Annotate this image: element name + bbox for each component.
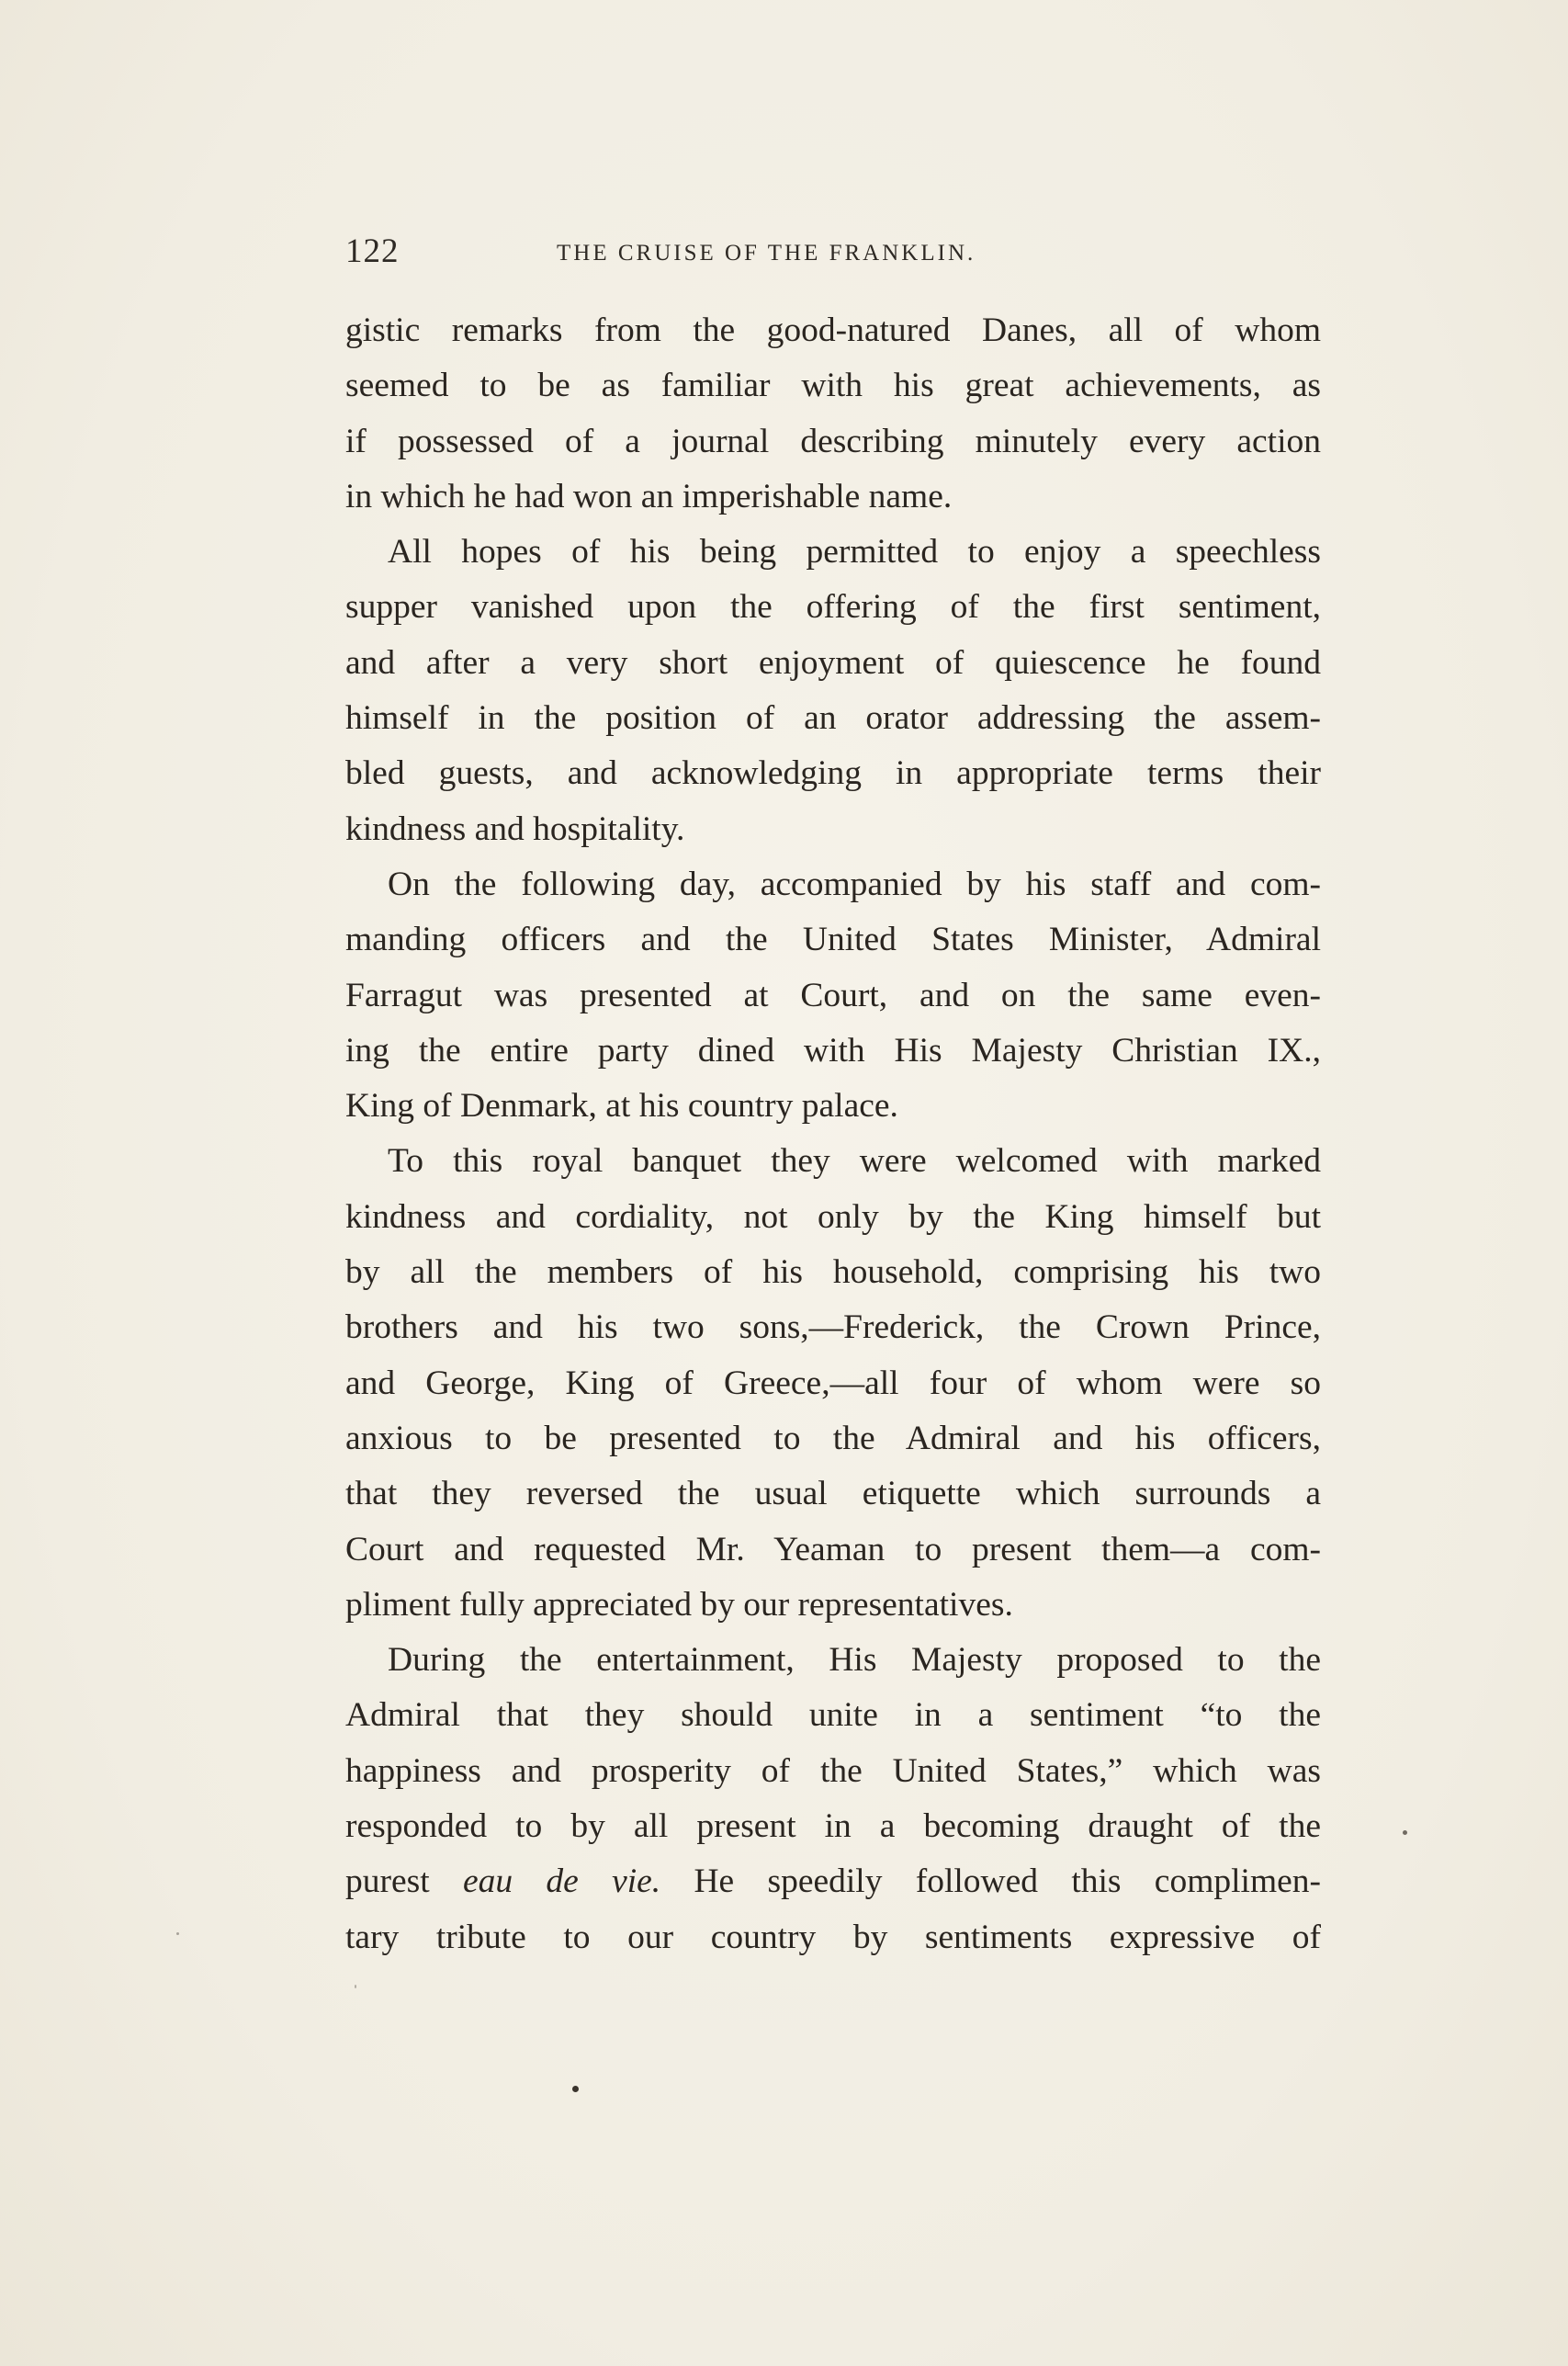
text-span: He speedily followed this complimen- (694, 1862, 1321, 1901)
text-line: manding officers and the United States Minister, Admiral (345, 921, 1321, 959)
italic-phrase: eau de vie. (462, 1862, 661, 1901)
text-line: that they reversed the usual etiquette which surrounds a (345, 1475, 1321, 1513)
paragraph-start-line: On the following day, accompanied by his staff and com- (388, 865, 1321, 903)
text-line: in which he had won an imperishable name. (345, 477, 953, 515)
running-title: THE CRUISE OF THE FRANKLIN. (557, 241, 976, 266)
text-line: bled guests, and acknowledging in appropriate terms their (345, 754, 1321, 793)
text-line: seemed to be as familiar with his great achievements, as (345, 367, 1321, 405)
text-line: Admiral that they should unite in a sentiment “to the (345, 1696, 1321, 1735)
text-line: King of Denmark, at his country palace. (345, 1087, 898, 1126)
text-line: Court and requested Mr. Yeaman to present them—a com- (345, 1530, 1321, 1568)
paragraph-start-line: To this royal banquet they were welcomed with marked (388, 1142, 1321, 1181)
text-line-with-italic (345, 1854, 1321, 1909)
text-line: gistic remarks from the good-natured Danes, all of whom (345, 311, 1321, 349)
text-line: brothers and his two sons,—Frederick, the Crown Prince, (345, 1308, 1321, 1347)
text-line: kindness and cordiality, not only by the King himself but (345, 1197, 1321, 1236)
text-line: and George, King of Greece,—all four of whom were so (345, 1364, 1321, 1402)
text-line: responded to by all present in a becoming draught of the (345, 1807, 1321, 1846)
text-line: ing the entire party dined with His Majesty Christian IX., (345, 1031, 1321, 1070)
text-span: purest (345, 1862, 430, 1901)
ink-speck (1403, 1830, 1407, 1835)
text-line: kindness and hospitality. (345, 809, 685, 848)
text-line: himself in the position of an orator addressing the assem- (345, 699, 1321, 738)
text-line: pliment fully appreciated by our representatives. (345, 1585, 1013, 1624)
text-line: by all the members of his household, comprising his two (345, 1253, 1321, 1292)
ink-speck (572, 2086, 579, 2092)
ink-speck (355, 1985, 356, 1988)
text-line: if possessed of a journal describing minutely every action (345, 422, 1321, 460)
text-line: supper vanished upon the offering of the first sentiment, (345, 588, 1321, 627)
body-text (345, 303, 1321, 1965)
paragraph-start-line: All hopes of his being permitted to enjoy a speechless (388, 533, 1321, 572)
text-line: anxious to be presented to the Admiral and his officers, (345, 1419, 1321, 1457)
text-line: and after a very short enjoyment of quiescence he found (345, 643, 1321, 682)
ink-speck (176, 1932, 179, 1935)
text-line: happiness and prosperity of the United States,” which was (345, 1751, 1321, 1790)
text-line: Farragut was presented at Court, and on the same even- (345, 976, 1321, 1014)
paragraph-start-line: During the entertainment, His Majesty proposed to the (388, 1641, 1321, 1680)
running-head (345, 232, 1319, 277)
text-line: tary tribute to our country by sentiments expressive of (345, 1918, 1321, 1956)
page-number: 122 (345, 232, 400, 270)
